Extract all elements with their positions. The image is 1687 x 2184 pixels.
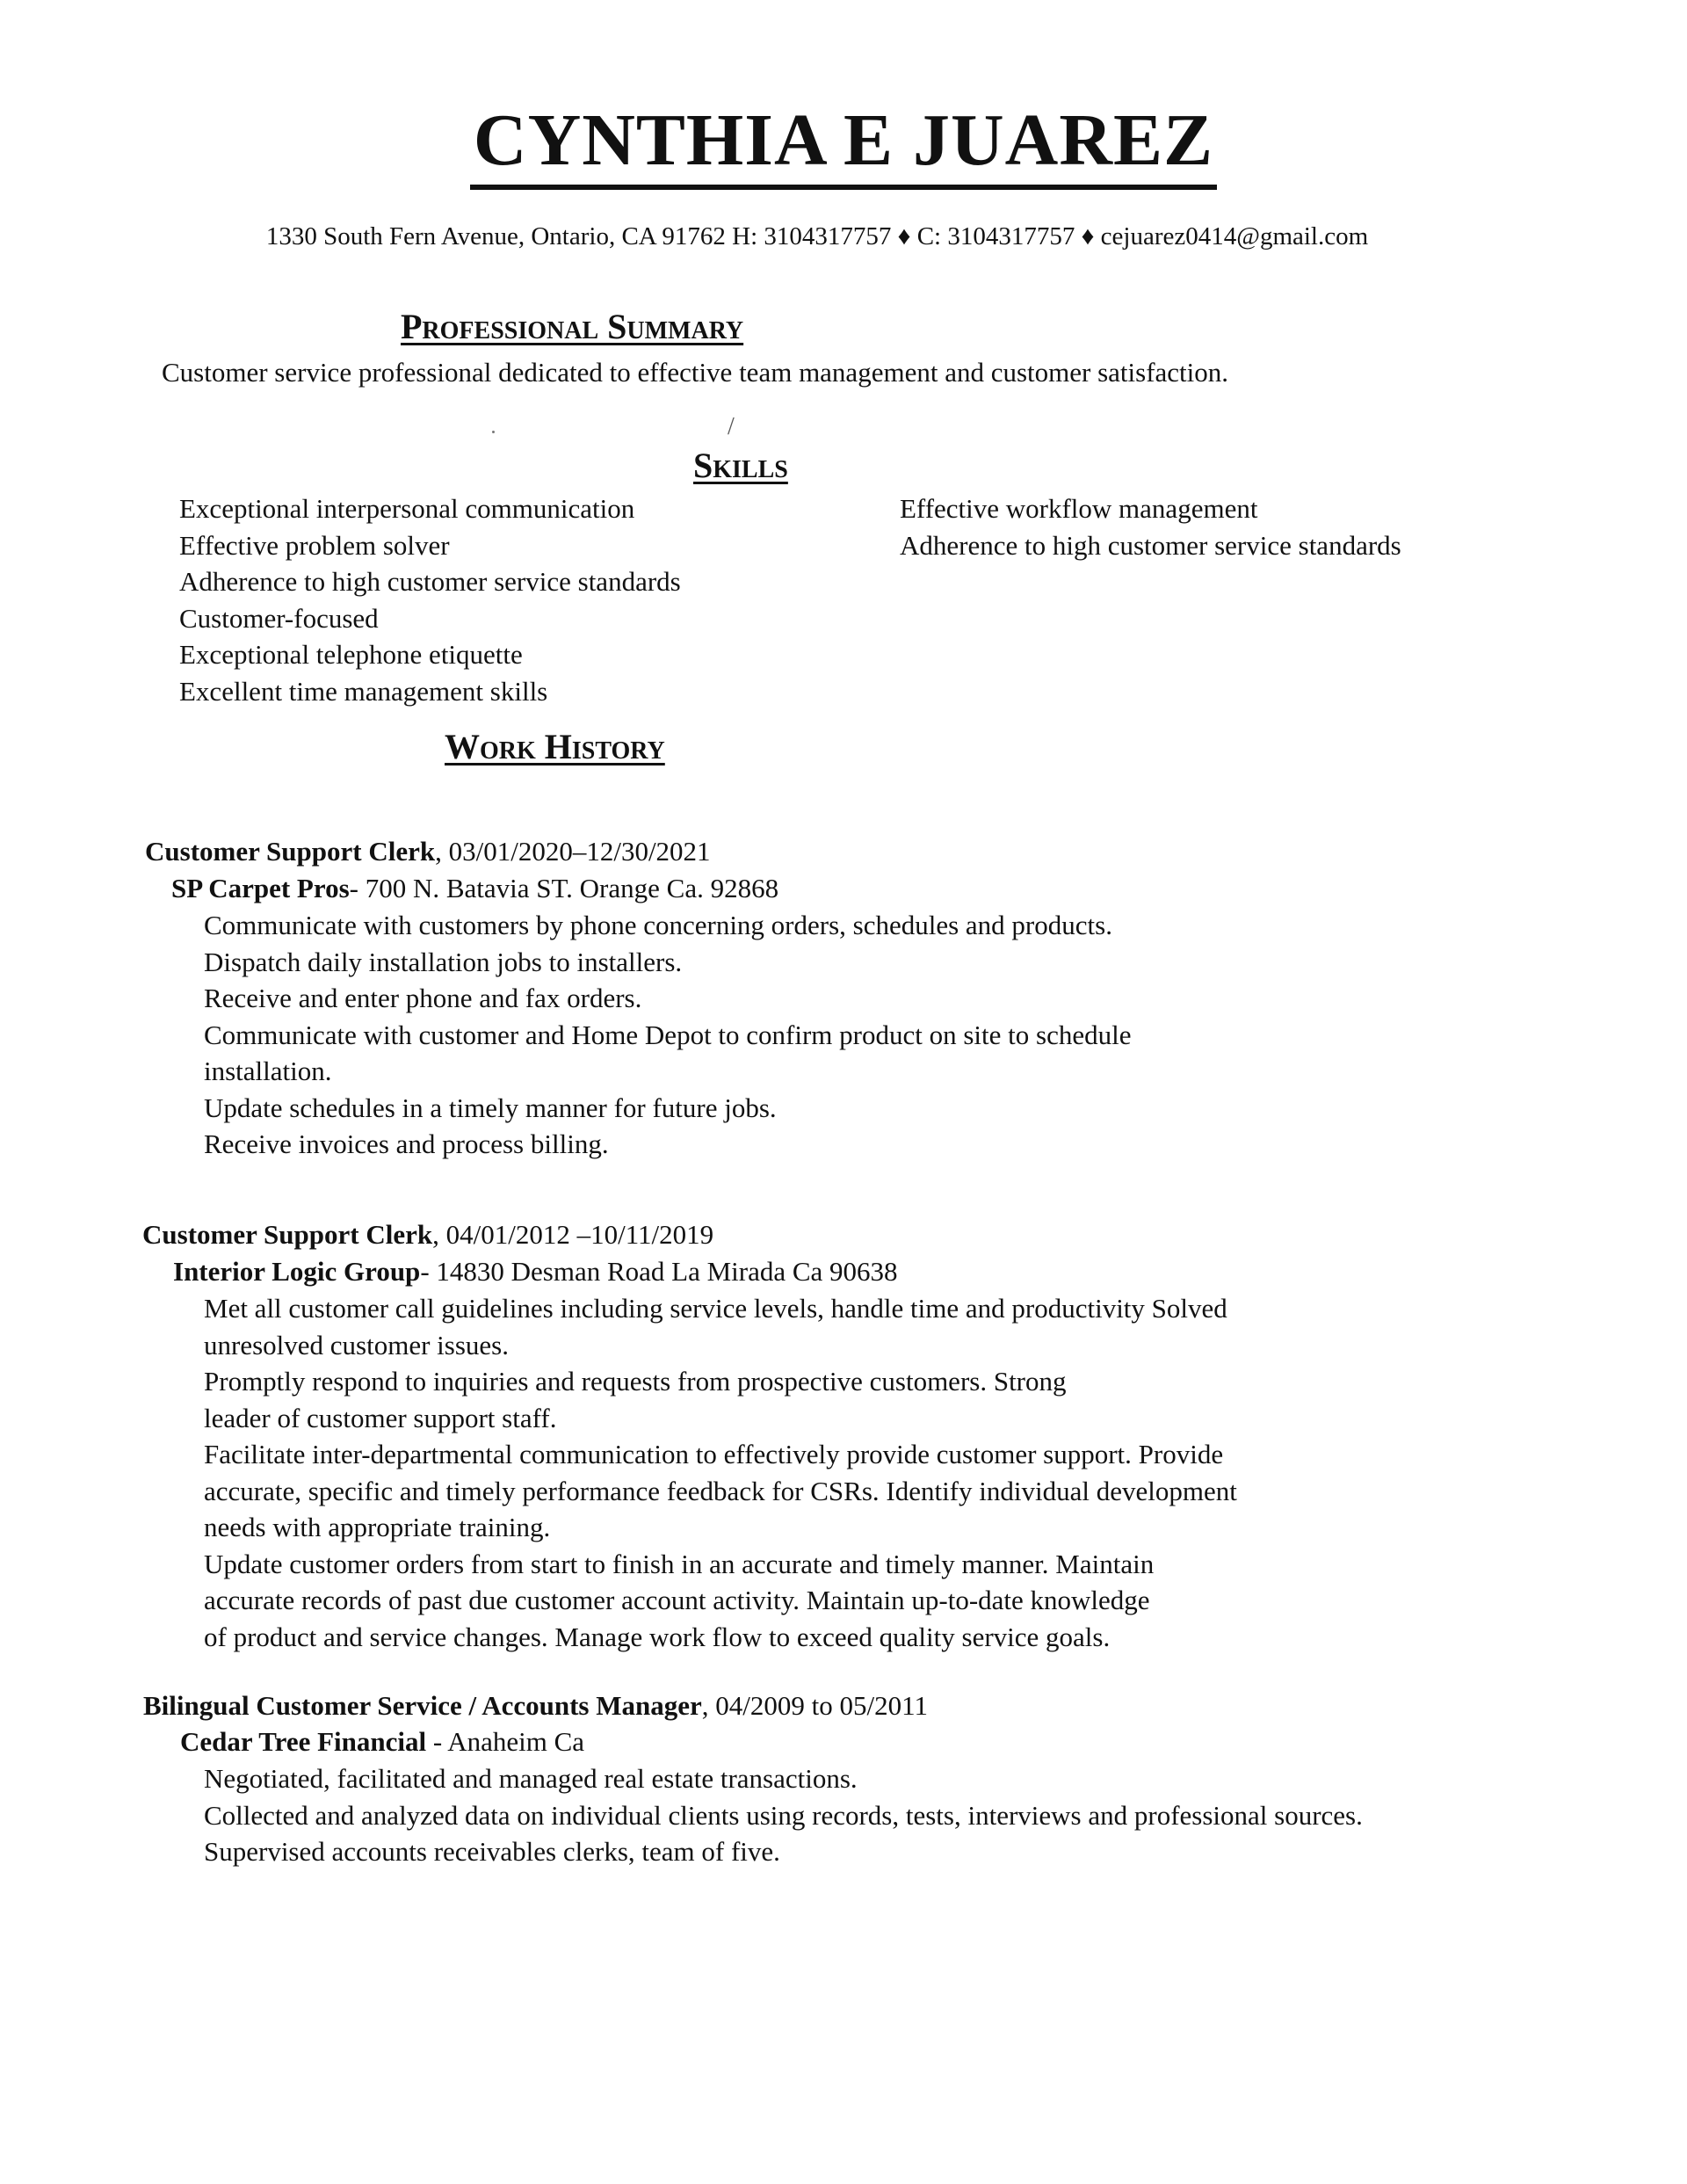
duty-line: Met all customer call guidelines including service levels, handle time and productivity Solved bbox=[204, 1293, 1227, 1324]
duty-line: Update schedules in a timely manner for future jobs. bbox=[204, 1092, 777, 1123]
job-title: Customer Support Clerk bbox=[142, 1219, 433, 1250]
duty-line: of product and service changes. Manage work flow to exceed quality service goals. bbox=[204, 1621, 1111, 1652]
contact-home-phone: H: 3104317757 bbox=[732, 222, 892, 250]
work-history-heading: Work History bbox=[445, 727, 665, 766]
job-title-line bbox=[142, 1218, 713, 1251]
professional-summary-heading: Professional Summary bbox=[401, 307, 744, 346]
duty-line: Supervised accounts receivables clerks, team of five. bbox=[204, 1836, 780, 1867]
candidate-name: CYNTHIA E JUAREZ bbox=[0, 104, 1687, 190]
job-duties bbox=[204, 1290, 1237, 1655]
duty-line: Promptly respond to inquiries and requests from prospective customers. Strong bbox=[204, 1366, 1067, 1397]
skill-item: Excellent time management skills bbox=[179, 675, 548, 707]
employer-location: - Anaheim Ca bbox=[426, 1726, 585, 1757]
duty-line: unresolved customer issues. bbox=[204, 1329, 509, 1360]
employer-line bbox=[171, 872, 778, 904]
skill-item: Adherence to high customer service standards bbox=[179, 566, 681, 597]
job-duties bbox=[204, 907, 1131, 1163]
duty-line: Dispatch daily installation jobs to installers. bbox=[204, 946, 683, 977]
skill-item: Effective workflow management bbox=[900, 493, 1258, 524]
job-duties bbox=[204, 1760, 1363, 1870]
employer-name: SP Carpet Pros bbox=[171, 873, 350, 903]
job-dates: , 03/01/2020–12/30/2021 bbox=[435, 836, 711, 867]
stray-pen-mark: / bbox=[728, 413, 735, 440]
job-title-line bbox=[143, 1689, 928, 1722]
duty-line: Communicate with customer and Home Depot to confirm product on site to schedule bbox=[204, 1019, 1132, 1050]
duty-line: needs with appropriate training. bbox=[204, 1512, 551, 1542]
contact-line bbox=[0, 221, 1687, 252]
duty-line: Communicate with customers by phone concerning orders, schedules and products. bbox=[204, 910, 1112, 940]
separator-diamond-icon: ♦ bbox=[1081, 222, 1095, 250]
job-title-line bbox=[145, 835, 711, 867]
employer-name: Cedar Tree Financial bbox=[180, 1726, 427, 1757]
skill-item: Effective problem solver bbox=[179, 529, 450, 561]
skill-item: Adherence to high customer service standards bbox=[900, 529, 1401, 561]
duty-line: accurate records of past due customer account activity. Maintain up-to-date knowledge bbox=[204, 1585, 1150, 1615]
duty-line: Receive invoices and process billing. bbox=[204, 1128, 609, 1159]
employer-location: - 14830 Desman Road La Mirada Ca 90638 bbox=[420, 1256, 898, 1287]
duty-line: Update customer orders from start to finish in an accurate and timely manner. Maintain bbox=[204, 1548, 1155, 1579]
employer-line bbox=[180, 1725, 584, 1758]
skill-item: Exceptional telephone etiquette bbox=[179, 639, 523, 670]
job-dates: , 04/2009 to 05/2011 bbox=[701, 1690, 928, 1721]
duty-line: Receive and enter phone and fax orders. bbox=[204, 983, 642, 1013]
scan-speck bbox=[492, 431, 495, 433]
duty-line: accurate, specific and timely performance feedback for CSRs. Identify individual development bbox=[204, 1475, 1237, 1506]
employer-location: - 700 N. Batavia ST. Orange Ca. 92868 bbox=[349, 873, 779, 903]
duty-line: leader of customer support staff. bbox=[204, 1402, 557, 1433]
skills-right-column bbox=[900, 490, 1401, 563]
contact-cell-phone: C: 3104317757 bbox=[916, 222, 1075, 250]
contact-email: cejuarez0414@gmail.com bbox=[1100, 222, 1369, 250]
skills-left-column bbox=[179, 490, 681, 709]
job-title: Bilingual Customer Service / Accounts Manager bbox=[143, 1690, 702, 1721]
professional-summary-text: Customer service professional dedicated to effective team management and customer satisfaction. bbox=[162, 357, 1229, 388]
employer-line bbox=[173, 1255, 898, 1288]
duty-line: installation. bbox=[204, 1056, 332, 1086]
job-dates: , 04/01/2012 –10/11/2019 bbox=[432, 1219, 714, 1250]
skill-item: Exceptional interpersonal communication bbox=[179, 493, 635, 524]
contact-address: 1330 South Fern Avenue, Ontario, CA 91762 bbox=[265, 222, 726, 250]
skills-heading: Skills bbox=[693, 446, 788, 485]
skill-item: Customer-focused bbox=[179, 602, 379, 634]
duty-line: Collected and analyzed data on individual clients using records, tests, interviews and professional sources. bbox=[204, 1799, 1363, 1831]
employer-name: Interior Logic Group bbox=[173, 1256, 421, 1287]
duty-line: Negotiated, facilitated and managed real estate transactions. bbox=[204, 1763, 858, 1794]
job-title: Customer Support Clerk bbox=[145, 836, 436, 867]
separator-diamond-icon: ♦ bbox=[897, 222, 911, 250]
duty-line: Facilitate inter-departmental communication to effectively provide customer support. Provide bbox=[204, 1439, 1224, 1469]
